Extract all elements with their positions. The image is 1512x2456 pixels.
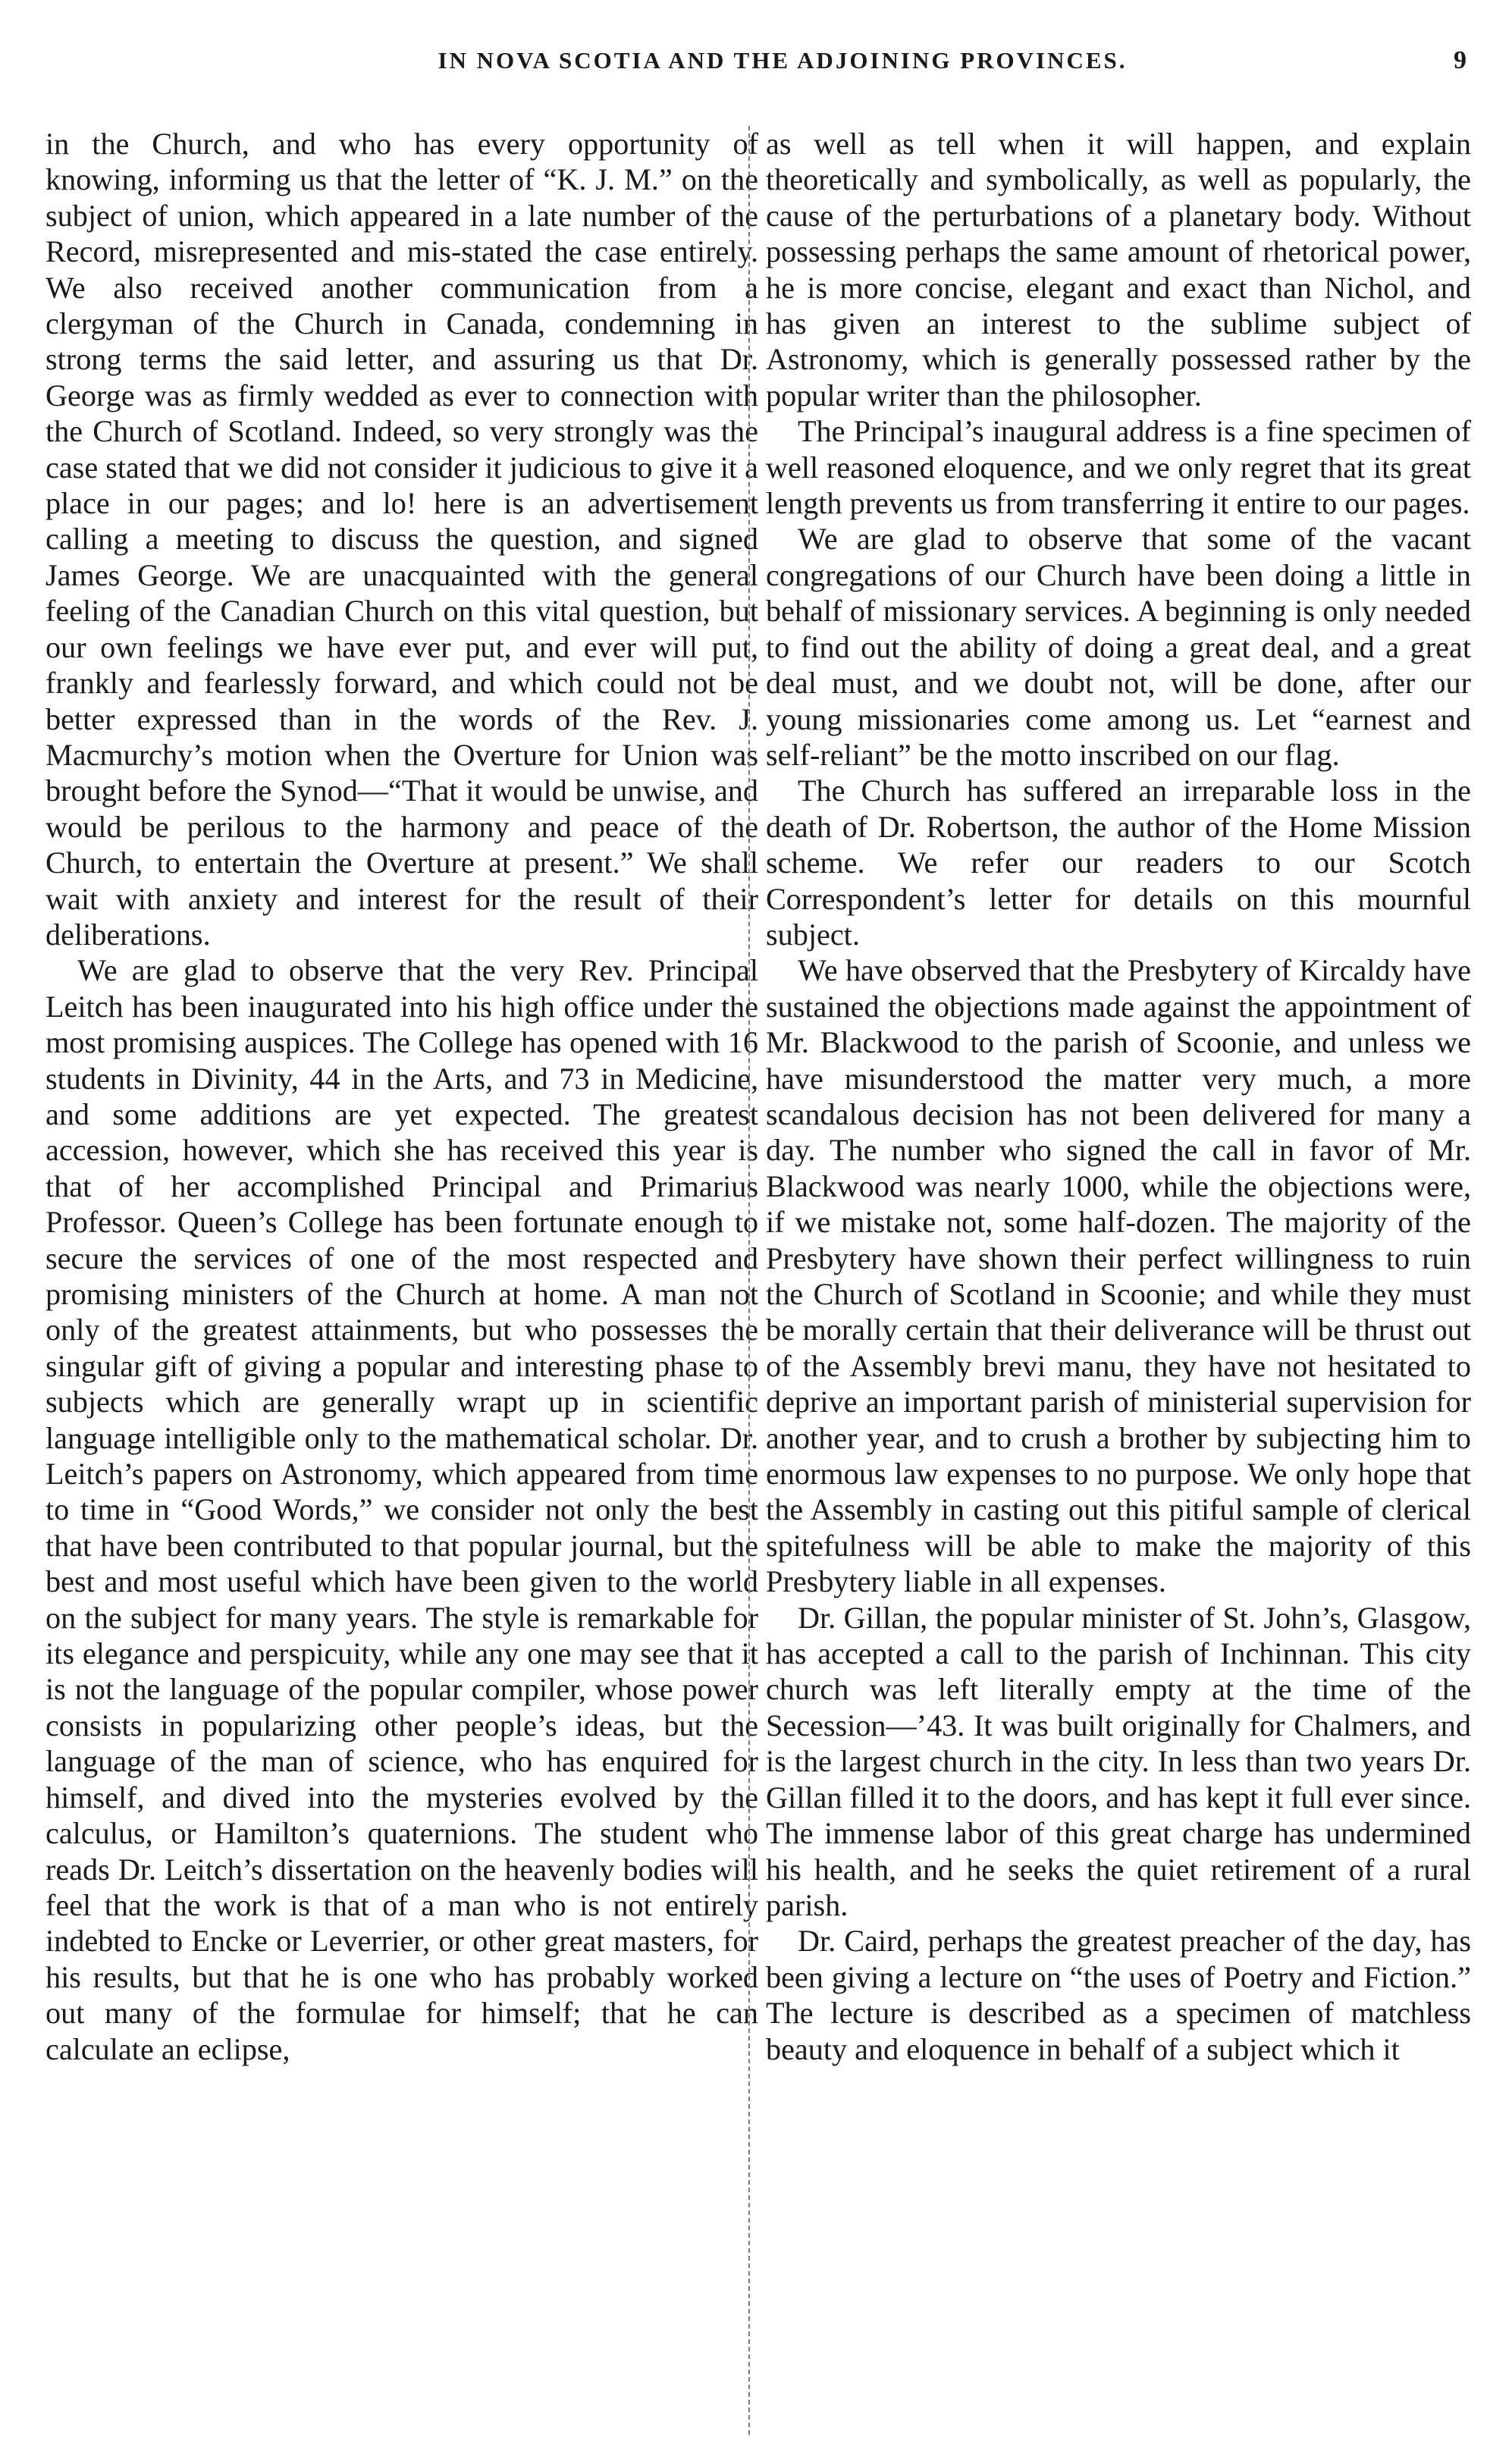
column-divider <box>748 126 750 2435</box>
article-paragraph: We are glad to observe that some of the vacant congregations of our Church have been doing a little in behalf of missionary services. A beginning is only needed to find out the ability of doing a great deal, and a great deal must, and we doubt not, will be done, after our young missionaries come among us. Let “earnest and self-reliant” be the motto inscribed on our flag. <box>766 522 1471 772</box>
article-paragraph: in the Church, and who has every opportunity of knowing, informing us that the letter of “K. J. M.” on the subject of union, which appeared in a late number of the Record, misrepresented and mis-stated the case entirely. We also received another communication from a clergyman of the Church in Canada, condemning in strong terms the said letter, and assuring us that Dr. George was as firmly wedded as ever to connection with the Church of Scotland. Indeed, so very strongly was the case stated that we did not consider it judicious to give it a place in our pages; and lo! here is an advertisement calling a meeting to discuss the question, and signed James George. We are unacquainted with the general feeling of the Canadian Church on this vital question, but our own feelings we have ever put, and ever will put, frankly and fearlessly forward, and which could not be better expressed than in the words of the Rev. J. Macmurchy’s motion when the Overture for Union was brought before the Synod—“That it would be unwise, and would be perilous to the harmony and peace of the Church, to entertain the Overture at present.” We shall wait with anxiety and interest for the result of their deliberations. <box>45 127 758 952</box>
article-paragraph: Dr. Gillan, the popular minister of St. John’s, Glasgow, has accepted a call to the parish of Inchinnan. This city church was left literally empty at the time of the Secession—’43. It was built originally for Chalmers, and is the largest church in the city. In less than two years Dr. Gillan filled it to the doors, and has kept it full ever since. The immense labor of this great charge has undermined his health, and he seeks the quiet retirement of a rural parish. <box>766 1600 1471 1922</box>
running-title: IN NOVA SCOTIA AND THE ADJOINING PROVINCES. <box>438 47 1128 74</box>
article-paragraph: We are glad to observe that the very Rev. Principal Leitch has been inaugurated into his high office under the most promising auspices. The College has opened with 16 students in Divinity, 44 in the Arts, and 73 in Medicine, and some additions are yet expected. The greatest accession, however, which she has received this year is that of her accomplished Principal and Primarius Professor. Queen’s College has been fortunate enough to secure the services of one of the most respected and promising ministers of the Church at home. A man not only of the greatest attainments, but who possesses the singular gift of giving a popular and interesting phase to subjects which are generally wrapt up in scientific language intelligible only to the mathematical scholar. Dr. Leitch’s papers on Astronomy, which appeared from time to time in “Good Words,” we consider not only the best that have been contributed to that popular journal, but the best and most useful which have been given to the world on the subject for many years. The style is remarkable for its elegance and perspicuity, while any one may see that it is not the language of the popular compiler, whose power consists in popularizing other people’s ideas, but the language of the man of science, who has enquired for himself, and dived into the mysteries evolved by the calculus, or Hamilton’s quaternions. The student who reads Dr. Leitch’s dissertation on the heavenly bodies will feel that the work is that of a man who is not entirely indebted to Encke or Leverrier, or other great masters, for his results, but that he is one who has probably worked out many of the formulae for himself; that he can calculate an eclipse, <box>45 953 758 2066</box>
article-paragraph: as well as tell when it will happen, and explain theoretically and symbolically, as well as popularly, the cause of the perturbations of a planetary body. Without possessing perhaps the same amount of rhetorical power, he is more concise, elegant and exact than Nichol, and has given an interest to the sublime subject of Astronomy, which is generally possessed rather by the popular writer than the philosopher. <box>766 127 1471 412</box>
right-column <box>766 126 1471 2431</box>
article-paragraph: We have observed that the Presbytery of Kircaldy have sustained the objections made against the appointment of Mr. Blackwood to the parish of Scoonie, and unless we have misunderstood the matter very much, a more scandalous decision has not been delivered for many a day. The number who signed the call in favor of Mr. Blackwood was nearly 1000, while the objections were, if we mistake not, some half-dozen. The majority of the Presbytery have shown their perfect willingness to ruin the Church of Scotland in Scoonie; and while they must be morally certain that their deliverance will be thrust out of the Assembly brevi manu, they have not hesitated to deprive an important parish of ministerial supervision for another year, and to crush a brother by subjecting him to enormous law expenses to no purpose. We only hope that the Assembly in casting out this pitiful sample of clerical spitefulness will be able to make the majority of this Presbytery liable in all expenses. <box>766 953 1471 1599</box>
running-head <box>99 44 1467 77</box>
article-paragraph: Dr. Caird, perhaps the greatest preacher of the day, has been giving a lecture on “the uses of Poetry and Fiction.” The lecture is described as a specimen of matchless beauty and eloquence in behalf of a subject which it <box>766 1924 1471 2066</box>
page-number: 9 <box>1454 46 1467 74</box>
article-paragraph: The Principal’s inaugural address is a fine specimen of well reasoned eloquence, and we only regret that its great length prevents us from transferring it entire to our pages. <box>766 414 1471 521</box>
left-column <box>45 126 758 2431</box>
article-paragraph: The Church has suffered an irreparable loss in the death of Dr. Robertson, the author of the Home Mission scheme. We refer our readers to our Scotch Correspondent’s letter for details on this mournful subject. <box>766 773 1471 952</box>
